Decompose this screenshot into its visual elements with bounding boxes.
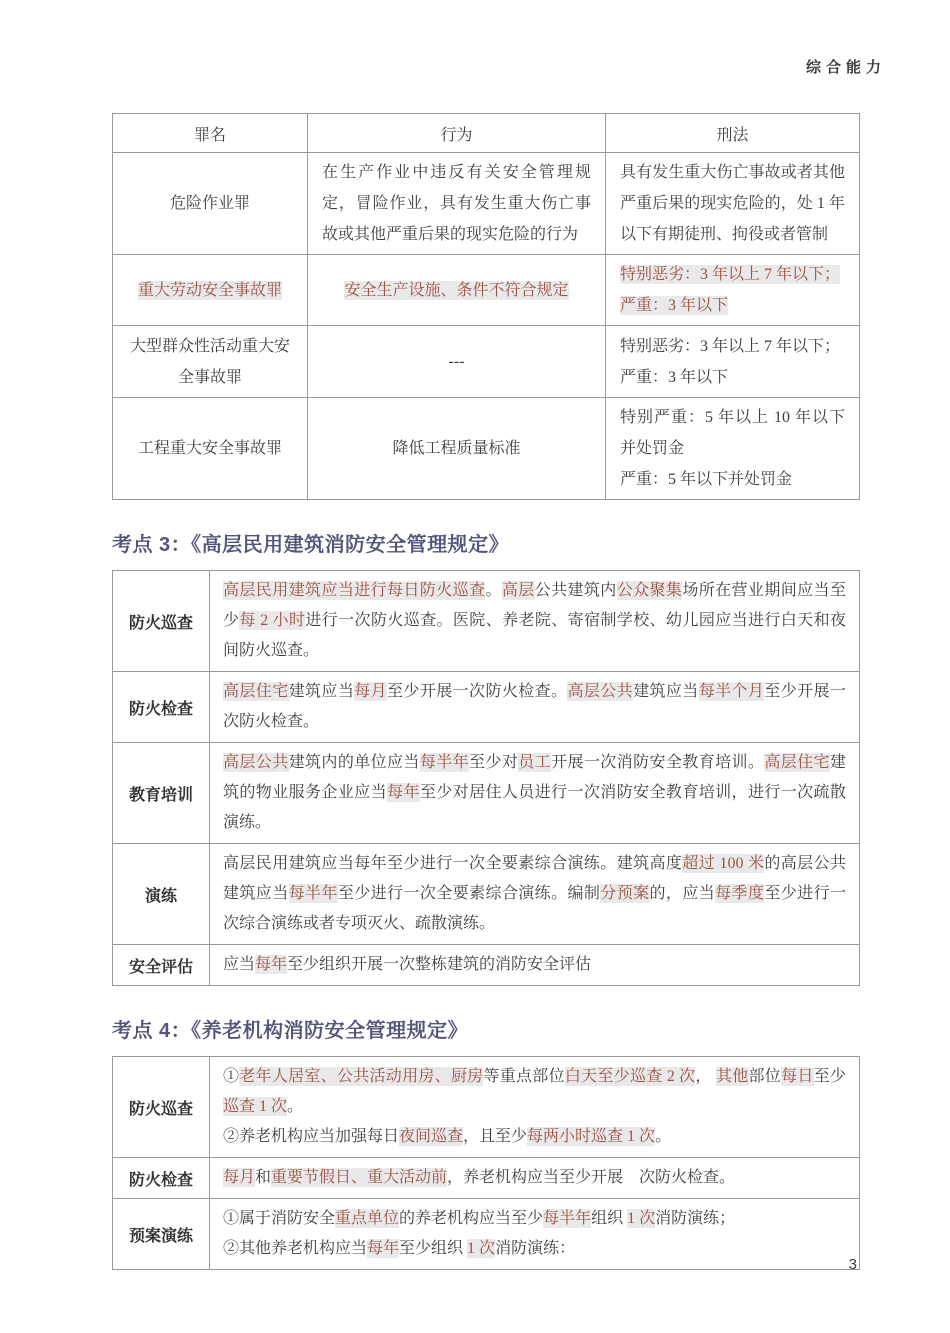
table-cell <box>606 255 860 326</box>
highlighted-text: 夜间巡查 <box>399 1128 464 1145</box>
text-run: 特别严重：5 年以上 10 年以下并处罚金 <box>620 409 845 457</box>
highlighted-text: 其他 <box>715 1068 749 1085</box>
text-run: 的，应当 <box>649 885 716 902</box>
text-run: 至少进行一次综合演练或者专项灭火、疏散演练。 <box>223 885 846 932</box>
text-run: 部位 <box>748 1068 782 1085</box>
row-label: 防火检查 <box>113 672 210 743</box>
table-row <box>113 398 860 500</box>
highlighted-text: 巡查 1 次 <box>223 1098 288 1115</box>
highlighted-text: 高层民用建筑应当进行每日防火巡查 <box>223 582 486 599</box>
crimes-column-header: 罪名 <box>113 114 308 153</box>
table-row <box>113 743 860 844</box>
highlighted-text: 分预案 <box>600 885 650 902</box>
table-cell <box>113 398 308 500</box>
row-label: 安全评估 <box>113 945 210 986</box>
table-row <box>113 571 860 672</box>
text-run: 场所在营业期间应当至少 <box>223 582 846 629</box>
section3-title: 考点 3：《高层民用建筑消防安全管理规定》 <box>112 534 510 556</box>
text-run: 至少开展一次防火检查。 <box>387 683 568 700</box>
highlighted-text: 每半个月 <box>698 683 765 700</box>
row-content <box>210 844 860 945</box>
row-content <box>210 1057 860 1158</box>
crimes-table <box>112 113 860 500</box>
highlighted-text: 1 次 <box>627 1210 656 1227</box>
row-content <box>210 1158 860 1199</box>
table-cell <box>606 326 860 398</box>
text-run: 。 <box>655 1128 672 1145</box>
crimes-table-header <box>113 114 860 153</box>
text-run: 严重：5 年以下并处罚金 <box>620 471 793 488</box>
text-run: ① <box>223 1068 240 1085</box>
crimes-table-body <box>113 153 860 500</box>
table-row <box>113 326 860 398</box>
text-run: 至少 <box>813 1068 846 1085</box>
highlighted-text: 白天至少巡查 2 次 <box>564 1068 696 1085</box>
text-run: 在生产作业中违反有关安全管理规定，冒险作业，具有发生重大伤亡事故或其他严重后果的现实危险的行为 <box>322 164 591 243</box>
text-run: ，养老机构应当至少开展 次防火检查。 <box>447 1169 736 1186</box>
text-run: 建筑应当 <box>288 683 355 700</box>
text-run: 。 <box>485 582 502 599</box>
highlighted-text: 高层公共 <box>567 683 634 700</box>
text-run: 的高层公共建筑应当 <box>223 855 846 902</box>
table-cell <box>606 153 860 255</box>
highlighted-text: 公众聚集 <box>616 582 683 599</box>
text-run: --- <box>448 353 465 370</box>
highlighted-text: 1 次 <box>467 1240 496 1257</box>
highlighted-text: 每半年 <box>543 1210 592 1227</box>
text-run: 至少组织 <box>399 1240 468 1257</box>
table-cell <box>113 255 308 326</box>
text-run: ②养老机构应当加强每日 <box>223 1128 400 1145</box>
text-run: 。 <box>287 1098 304 1115</box>
text-run: 组织 <box>591 1210 628 1227</box>
table-cell <box>606 398 860 500</box>
highlighted-text: 每 2 小时 <box>239 612 306 629</box>
highlighted-text: 高层住宅 <box>764 754 830 771</box>
highlighted-text: 每年 <box>367 1240 400 1257</box>
highlighted-text: 每年 <box>255 956 288 973</box>
table-row <box>113 945 860 986</box>
highlighted-text: 特别恶劣：3 年以上 7 年以下； <box>620 266 841 283</box>
section3-table-body <box>113 571 860 986</box>
table-cell <box>113 326 308 398</box>
text-run: ， <box>695 1068 716 1085</box>
page-header-label: 综合能力 <box>805 59 886 76</box>
crimes-column-header: 行为 <box>308 114 606 153</box>
row-label: 防火巡查 <box>113 1057 210 1158</box>
section4-title: 考点 4：《养老机构消防安全管理规定》 <box>112 1020 469 1042</box>
text-run: 等重点部位 <box>483 1068 565 1085</box>
table-row <box>113 1199 860 1270</box>
text-run: 至少开展一次防火检查。 <box>223 683 846 730</box>
highlighted-text: 重点单位 <box>335 1210 400 1227</box>
highlighted-text: 重要节假日、重大活动前 <box>271 1169 448 1186</box>
text-run: 和 <box>255 1169 272 1186</box>
text-run: 建筑内的单位应当 <box>288 754 420 771</box>
highlighted-text: 超过 100 米 <box>682 855 765 872</box>
text-run: 建筑应当 <box>633 683 699 700</box>
highlighted-text: 员工 <box>518 754 552 771</box>
text-run: 严重：3 年以下 <box>620 368 729 386</box>
text-run: 至少组织开展一次整栋建筑的消防安全评估 <box>287 956 592 973</box>
section3-table <box>112 570 860 986</box>
highlighted-text: 安全生产设施、条件不符合规定 <box>344 281 569 299</box>
highlighted-text: 每日 <box>781 1068 814 1085</box>
table-row <box>113 1158 860 1199</box>
text-run: 特别恶劣：3 年以上 7 年以下； <box>620 337 841 355</box>
crimes-column-header: 刑法 <box>606 114 860 153</box>
text-run: 应当 <box>223 956 256 973</box>
row-label: 防火巡查 <box>113 571 210 672</box>
table-row <box>113 672 860 743</box>
text-run: 高层民用建筑应当每年至少进行一次全要素综合演练。建筑高度 <box>223 855 683 872</box>
table-row <box>113 1057 860 1158</box>
page-content <box>112 113 859 1270</box>
highlighted-text: 每季度 <box>715 885 765 902</box>
row-content <box>210 571 860 672</box>
highlighted-text: 重大劳动安全事故罪 <box>137 281 282 299</box>
text-run: 具有发生重大伤亡事故或者其他严重后果的现实危险的，处 1 年以下有期徒刑、拘役或者管制 <box>620 164 845 243</box>
text-run: 至少进行一次全要素综合演练。编制 <box>337 885 601 902</box>
row-content <box>210 1199 860 1270</box>
text-run: 消防演练： <box>495 1240 576 1257</box>
text-run: ①属于消防安全 <box>223 1210 336 1227</box>
highlighted-text: 每年 <box>387 784 420 801</box>
text-run: 建筑的物业服务企业应当 <box>223 754 846 801</box>
table-row <box>113 153 860 255</box>
row-content <box>210 672 860 743</box>
text-run: ，且至少 <box>463 1128 528 1145</box>
row-content <box>210 945 860 986</box>
highlighted-text: 高层住宅 <box>223 683 289 700</box>
crimes-table-header-row <box>113 114 860 153</box>
highlighted-text: 老年人居室、公共活动用房、厨房 <box>239 1068 484 1085</box>
table-cell <box>308 398 606 500</box>
highlighted-text: 严重：3 年以下 <box>620 297 729 314</box>
text-run: 危险作业罪 <box>169 195 250 212</box>
highlighted-text: 每两小时巡查 1 次 <box>527 1128 656 1145</box>
text-run: 大型群众性活动重大安全事故罪 <box>129 337 290 386</box>
section4-table <box>112 1056 860 1270</box>
table-row <box>113 844 860 945</box>
text-run: ②其他养老机构应当 <box>223 1240 368 1257</box>
text-run: 进行一次防火巡查。医院、养老院、寄宿制学校、幼儿园应当进行白天和夜间防火巡查。 <box>223 612 846 659</box>
row-content <box>210 743 860 844</box>
row-label: 预案演练 <box>113 1199 210 1270</box>
table-cell <box>113 153 308 255</box>
text-run: 开展一次消防安全教育培训。 <box>551 754 765 771</box>
section4-table-body <box>113 1057 860 1270</box>
highlighted-text: 每月 <box>354 683 388 700</box>
page-number: 3 <box>848 1256 857 1273</box>
table-row <box>113 255 860 326</box>
highlighted-text: 高层公共 <box>223 754 289 771</box>
highlighted-text: 每月 <box>223 1169 256 1186</box>
highlighted-text: 高层 <box>501 582 535 599</box>
text-run: 降低工程质量标准 <box>392 440 521 457</box>
text-run: 消防演练； <box>655 1210 736 1227</box>
highlighted-text: 每半年 <box>288 885 338 902</box>
text-run: 的养老机构应当至少 <box>399 1210 544 1227</box>
row-label: 防火检查 <box>113 1158 210 1199</box>
text-run: 公共建筑内 <box>534 582 617 599</box>
row-label: 演练 <box>113 844 210 945</box>
table-cell <box>308 326 606 398</box>
table-cell <box>308 255 606 326</box>
text-run: 至少对居住人员进行一次消防安全教育培训，进行一次疏散演练。 <box>223 784 846 831</box>
text-run: 工程重大安全事故罪 <box>137 440 282 457</box>
highlighted-text: 每半年 <box>419 754 470 771</box>
row-label: 教育培训 <box>113 743 210 844</box>
text-run: 至少对 <box>469 754 519 771</box>
table-cell <box>308 153 606 255</box>
